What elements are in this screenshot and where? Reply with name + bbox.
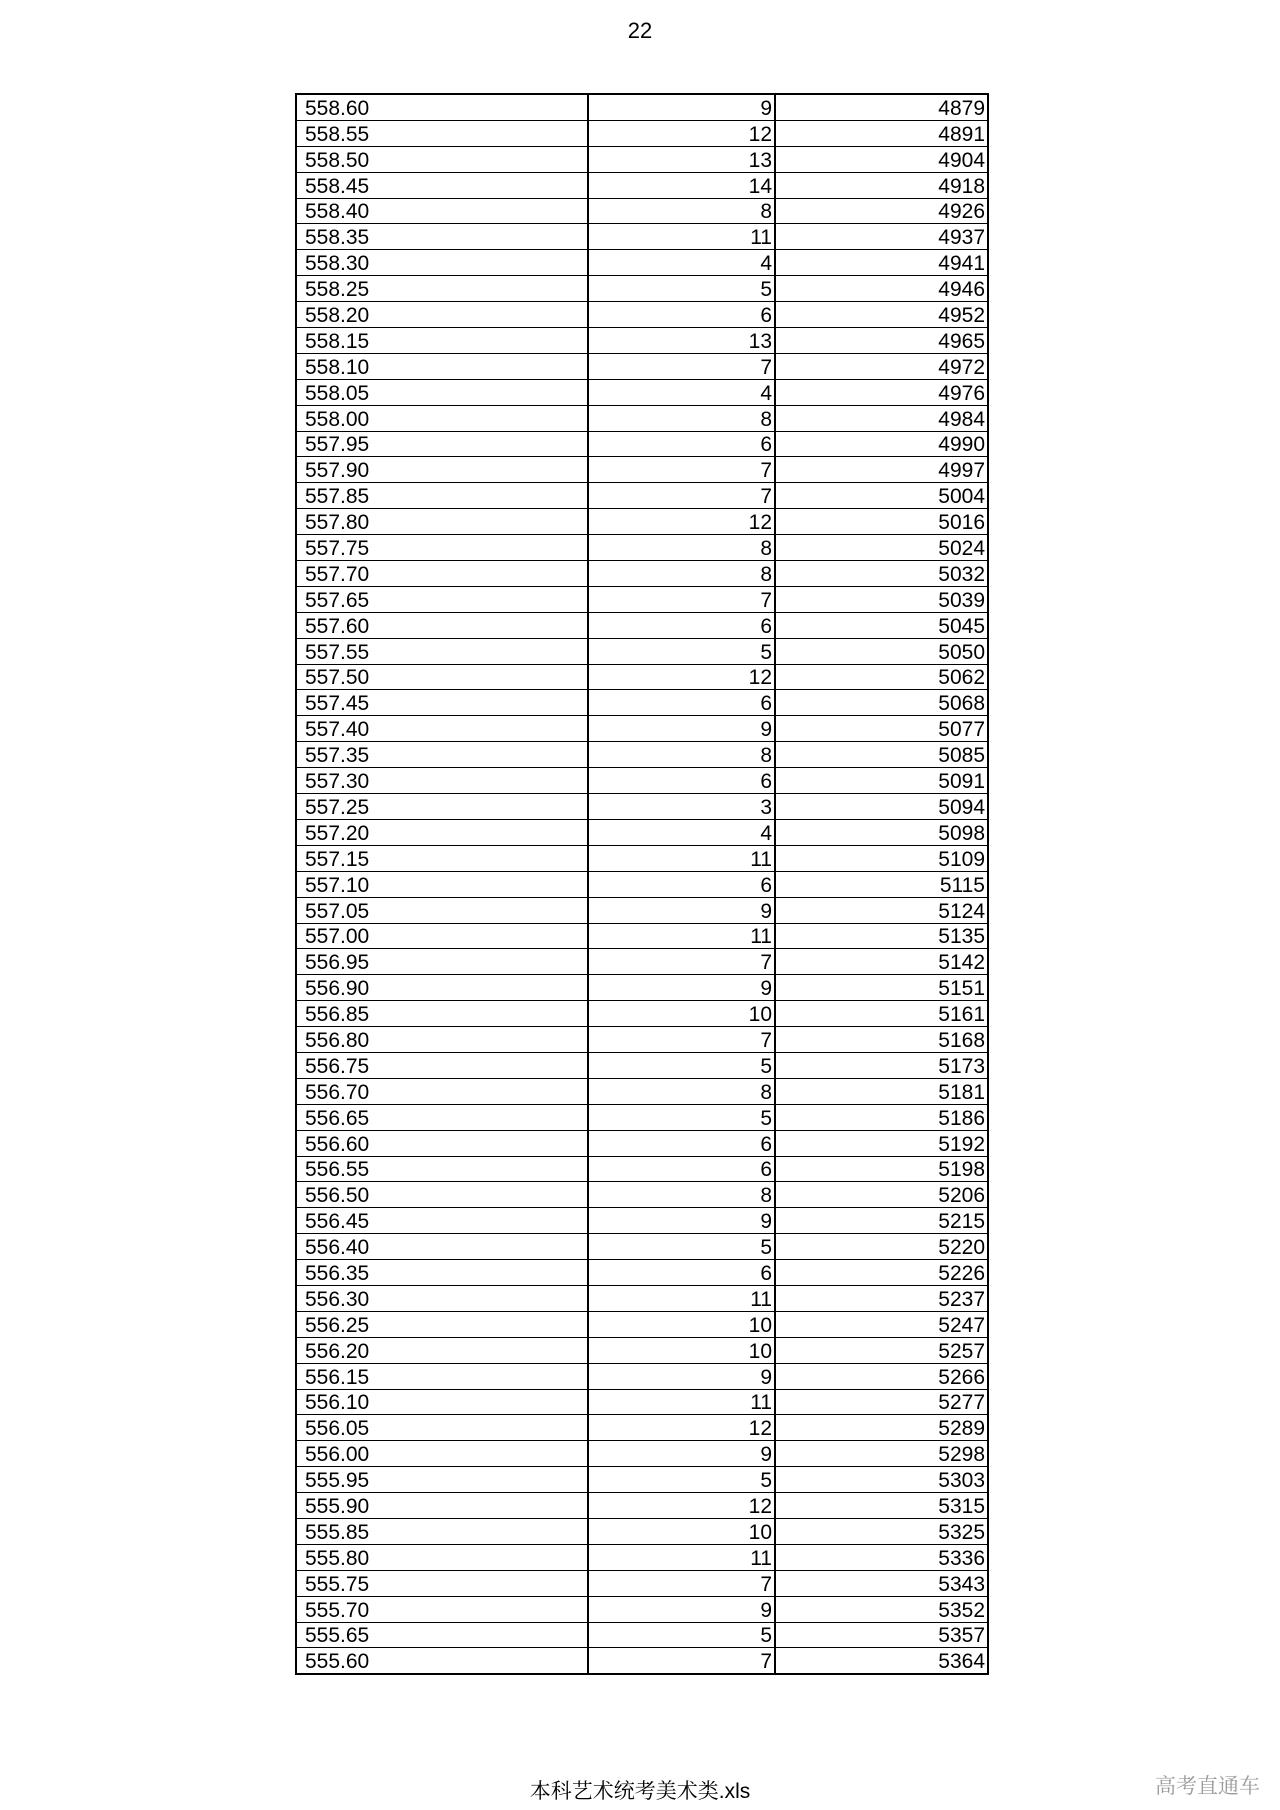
table-row [296,1467,988,1493]
score-cell: 558.50 [296,146,588,172]
count-cell: 9 [588,1208,775,1234]
count-cell: 7 [588,483,775,509]
cumulative-cell: 5289 [775,1415,988,1441]
count-cell: 12 [588,664,775,690]
table-row [296,509,988,535]
table-row [296,1001,988,1027]
table-row [296,120,988,146]
table-row [296,146,988,172]
count-cell: 9 [588,975,775,1001]
score-cell: 558.25 [296,276,588,302]
table-row [296,1285,988,1311]
table-row [296,328,988,354]
cumulative-cell: 5173 [775,1052,988,1078]
table-row [296,1441,988,1467]
score-cell: 556.65 [296,1104,588,1130]
cumulative-cell: 5364 [775,1648,988,1674]
cumulative-cell: 5247 [775,1311,988,1337]
count-cell: 6 [588,1260,775,1286]
cumulative-cell: 5135 [775,923,988,949]
table-row [296,1130,988,1156]
score-cell: 557.40 [296,716,588,742]
cumulative-cell: 5085 [775,742,988,768]
cumulative-cell: 5094 [775,794,988,820]
cumulative-cell: 4984 [775,405,988,431]
footer-filename: 本科艺术统考美术类.xls [529,1780,751,1803]
score-cell: 556.80 [296,1027,588,1053]
count-cell: 5 [588,638,775,664]
cumulative-cell: 5266 [775,1363,988,1389]
table-row [296,1182,988,1208]
score-cell: 556.70 [296,1078,588,1104]
score-cell: 557.50 [296,664,588,690]
cumulative-cell: 5151 [775,975,988,1001]
score-table [295,93,989,1675]
score-cell: 558.60 [296,94,588,120]
table-row [296,1622,988,1648]
score-cell: 558.10 [296,353,588,379]
cumulative-cell: 4976 [775,379,988,405]
table-row [296,198,988,224]
score-cell: 556.40 [296,1234,588,1260]
cumulative-cell: 4891 [775,120,988,146]
cumulative-cell: 5215 [775,1208,988,1234]
count-cell: 12 [588,1415,775,1441]
count-cell: 4 [588,379,775,405]
count-cell: 10 [588,1518,775,1544]
count-cell: 8 [588,535,775,561]
cumulative-cell: 4946 [775,276,988,302]
score-cell: 557.25 [296,794,588,820]
table-row [296,172,988,198]
score-cell: 557.05 [296,897,588,923]
table-row [296,794,988,820]
table-row [296,431,988,457]
count-cell: 11 [588,224,775,250]
score-cell: 556.90 [296,975,588,1001]
count-cell: 4 [588,819,775,845]
table-row [296,768,988,794]
cumulative-cell: 4941 [775,250,988,276]
count-cell: 5 [588,1622,775,1648]
cumulative-cell: 5161 [775,1001,988,1027]
score-cell: 556.15 [296,1363,588,1389]
count-cell: 7 [588,1648,775,1674]
score-cell: 556.55 [296,1156,588,1182]
table-row [296,871,988,897]
cumulative-cell: 5198 [775,1156,988,1182]
cumulative-cell: 4952 [775,302,988,328]
cumulative-cell: 4972 [775,353,988,379]
cumulative-cell: 5315 [775,1493,988,1519]
table-row [296,819,988,845]
table-row [296,897,988,923]
table-row [296,612,988,638]
cumulative-cell: 5357 [775,1622,988,1648]
count-cell: 8 [588,742,775,768]
table-row [296,845,988,871]
cumulative-cell: 4997 [775,457,988,483]
score-cell: 557.10 [296,871,588,897]
table-row [296,1389,988,1415]
score-cell: 557.35 [296,742,588,768]
count-cell: 6 [588,768,775,794]
table-row [296,1311,988,1337]
score-cell: 557.75 [296,535,588,561]
count-cell: 10 [588,1337,775,1363]
score-cell: 555.85 [296,1518,588,1544]
table-row [296,975,988,1001]
score-cell: 558.20 [296,302,588,328]
count-cell: 11 [588,1544,775,1570]
table-row [296,1596,988,1622]
table-row [296,379,988,405]
table-row [296,1052,988,1078]
table-row [296,94,988,120]
cumulative-cell: 5336 [775,1544,988,1570]
cumulative-cell: 5045 [775,612,988,638]
score-cell: 556.85 [296,1001,588,1027]
score-cell: 556.20 [296,1337,588,1363]
count-cell: 14 [588,172,775,198]
table-row [296,742,988,768]
cumulative-cell: 5298 [775,1441,988,1467]
cumulative-cell: 5124 [775,897,988,923]
count-cell: 11 [588,923,775,949]
score-cell: 558.00 [296,405,588,431]
score-table-body [296,94,988,1674]
score-cell: 558.55 [296,120,588,146]
cumulative-cell: 4937 [775,224,988,250]
count-cell: 13 [588,328,775,354]
score-cell: 557.60 [296,612,588,638]
cumulative-cell: 4990 [775,431,988,457]
cumulative-cell: 5303 [775,1467,988,1493]
cumulative-cell: 5032 [775,561,988,587]
count-cell: 6 [588,690,775,716]
score-cell: 556.45 [296,1208,588,1234]
count-cell: 9 [588,1363,775,1389]
score-cell: 556.05 [296,1415,588,1441]
cumulative-cell: 5024 [775,535,988,561]
score-cell: 555.70 [296,1596,588,1622]
cumulative-cell: 5168 [775,1027,988,1053]
count-cell: 11 [588,1389,775,1415]
table-row [296,1234,988,1260]
cumulative-cell: 5016 [775,509,988,535]
cumulative-cell: 5039 [775,586,988,612]
table-row [296,923,988,949]
cumulative-cell: 4879 [775,94,988,120]
cumulative-cell: 5062 [775,664,988,690]
count-cell: 5 [588,276,775,302]
cumulative-cell: 5192 [775,1130,988,1156]
table-row [296,949,988,975]
count-cell: 6 [588,302,775,328]
cumulative-cell: 5068 [775,690,988,716]
table-row [296,1156,988,1182]
table-row [296,664,988,690]
score-cell: 556.95 [296,949,588,975]
count-cell: 9 [588,716,775,742]
table-row [296,483,988,509]
cumulative-cell: 4926 [775,198,988,224]
cumulative-cell: 5181 [775,1078,988,1104]
count-cell: 3 [588,794,775,820]
cumulative-cell: 5343 [775,1570,988,1596]
score-cell: 557.20 [296,819,588,845]
count-cell: 6 [588,612,775,638]
count-cell: 8 [588,198,775,224]
score-cell: 558.45 [296,172,588,198]
score-cell: 557.80 [296,509,588,535]
count-cell: 8 [588,1078,775,1104]
score-cell: 557.55 [296,638,588,664]
cumulative-cell: 5004 [775,483,988,509]
score-cell: 556.75 [296,1052,588,1078]
cumulative-cell: 5257 [775,1337,988,1363]
count-cell: 7 [588,949,775,975]
table-row [296,250,988,276]
count-cell: 5 [588,1052,775,1078]
cumulative-cell: 5142 [775,949,988,975]
table-row [296,276,988,302]
score-cell: 558.35 [296,224,588,250]
count-cell: 7 [588,1570,775,1596]
score-cell: 558.15 [296,328,588,354]
count-cell: 13 [588,146,775,172]
cumulative-cell: 5206 [775,1182,988,1208]
score-cell: 558.05 [296,379,588,405]
count-cell: 6 [588,1156,775,1182]
score-cell: 555.65 [296,1622,588,1648]
count-cell: 12 [588,1493,775,1519]
count-cell: 8 [588,405,775,431]
score-cell: 555.75 [296,1570,588,1596]
score-cell: 557.85 [296,483,588,509]
score-cell: 555.90 [296,1493,588,1519]
count-cell: 7 [588,586,775,612]
cumulative-cell: 5237 [775,1285,988,1311]
cumulative-cell: 5077 [775,716,988,742]
score-cell: 556.60 [296,1130,588,1156]
cumulative-cell: 5098 [775,819,988,845]
table-row [296,561,988,587]
count-cell: 4 [588,250,775,276]
score-cell: 557.70 [296,561,588,587]
count-cell: 7 [588,1027,775,1053]
cumulative-cell: 5091 [775,768,988,794]
cumulative-cell: 5226 [775,1260,988,1286]
count-cell: 8 [588,1182,775,1208]
score-cell: 556.50 [296,1182,588,1208]
table-row [296,638,988,664]
cumulative-cell: 4918 [775,172,988,198]
count-cell: 6 [588,1130,775,1156]
cumulative-cell: 5220 [775,1234,988,1260]
score-cell: 555.80 [296,1544,588,1570]
score-cell: 556.30 [296,1285,588,1311]
score-cell: 557.30 [296,768,588,794]
count-cell: 11 [588,845,775,871]
page-number: 22 [627,18,653,43]
table-row [296,1544,988,1570]
score-cell: 557.15 [296,845,588,871]
table-row [296,535,988,561]
watermark-text: 高考直通车 [1155,1775,1260,1798]
count-cell: 12 [588,120,775,146]
count-cell: 8 [588,561,775,587]
cumulative-cell: 5277 [775,1389,988,1415]
table-row [296,405,988,431]
cumulative-cell: 5352 [775,1596,988,1622]
count-cell: 6 [588,871,775,897]
score-cell: 556.00 [296,1441,588,1467]
table-row [296,1363,988,1389]
count-cell: 6 [588,431,775,457]
count-cell: 10 [588,1311,775,1337]
score-cell: 557.90 [296,457,588,483]
table-row [296,1208,988,1234]
table-row [296,716,988,742]
count-cell: 7 [588,457,775,483]
score-cell: 558.40 [296,198,588,224]
table-row [296,586,988,612]
cumulative-cell: 5325 [775,1518,988,1544]
score-cell: 558.30 [296,250,588,276]
table-row [296,1518,988,1544]
score-cell: 556.35 [296,1260,588,1286]
cumulative-cell: 5186 [775,1104,988,1130]
table-row [296,1570,988,1596]
score-cell: 555.95 [296,1467,588,1493]
count-cell: 9 [588,897,775,923]
count-cell: 9 [588,1441,775,1467]
cumulative-cell: 4904 [775,146,988,172]
cumulative-cell: 5109 [775,845,988,871]
table-row [296,1078,988,1104]
count-cell: 5 [588,1104,775,1130]
score-cell: 557.65 [296,586,588,612]
count-cell: 10 [588,1001,775,1027]
count-cell: 7 [588,353,775,379]
count-cell: 5 [588,1234,775,1260]
score-cell: 557.95 [296,431,588,457]
table-row [296,1648,988,1674]
table-row [296,1027,988,1053]
table-row [296,1415,988,1441]
table-row [296,690,988,716]
score-cell: 557.00 [296,923,588,949]
table-row [296,1337,988,1363]
table-row [296,1104,988,1130]
table-row [296,224,988,250]
count-cell: 9 [588,1596,775,1622]
count-cell: 12 [588,509,775,535]
count-cell: 11 [588,1285,775,1311]
score-cell: 555.60 [296,1648,588,1674]
score-cell: 556.25 [296,1311,588,1337]
table-row [296,457,988,483]
table-row [296,353,988,379]
count-cell: 9 [588,94,775,120]
count-cell: 5 [588,1467,775,1493]
cumulative-cell: 5050 [775,638,988,664]
table-row [296,1260,988,1286]
score-cell: 557.45 [296,690,588,716]
table-row [296,1493,988,1519]
cumulative-cell: 4965 [775,328,988,354]
score-cell: 556.10 [296,1389,588,1415]
cumulative-cell: 5115 [775,871,988,897]
table-row [296,302,988,328]
